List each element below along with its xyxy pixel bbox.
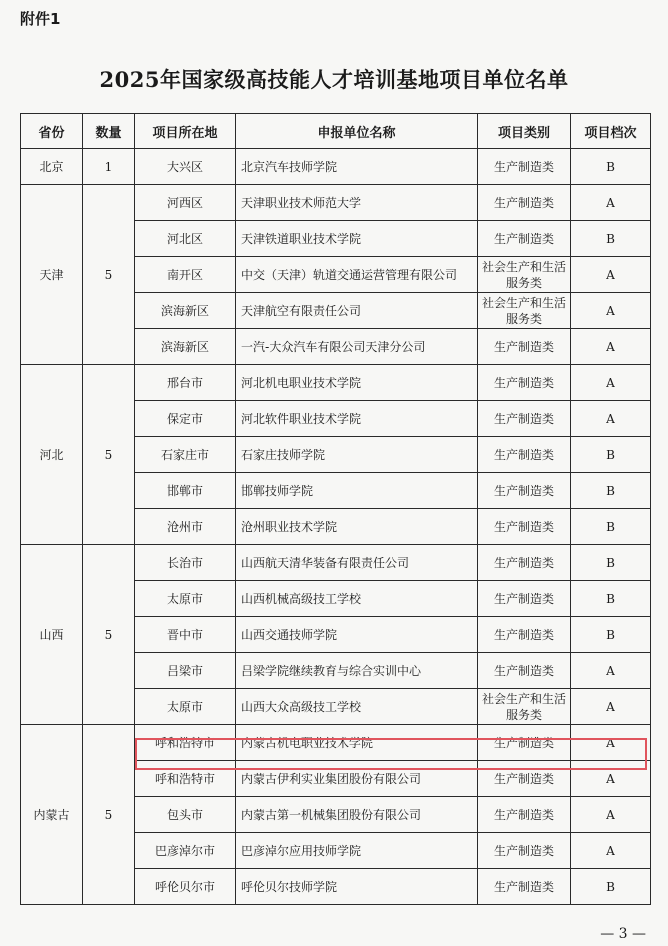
grade-cell: A xyxy=(571,689,651,725)
grade-cell: B xyxy=(571,149,651,185)
unit-name-cell: 内蒙古伊利实业集团股份有限公司 xyxy=(236,761,478,797)
province-cell: 河北 xyxy=(21,365,83,545)
category-cell: 生产制造类 xyxy=(478,401,571,437)
grade-cell: A xyxy=(571,293,651,329)
grade-cell: B xyxy=(571,545,651,581)
category-cell: 社会生产和生活服务类 xyxy=(478,293,571,329)
grade-cell: A xyxy=(571,365,651,401)
unit-name-cell: 沧州职业技术学院 xyxy=(236,509,478,545)
header-unit: 申报单位名称 xyxy=(236,114,478,149)
category-cell: 生产制造类 xyxy=(478,761,571,797)
unit-name-cell: 山西交通技师学院 xyxy=(236,617,478,653)
grade-cell: B xyxy=(571,473,651,509)
count-cell: 5 xyxy=(83,725,135,905)
location-cell: 沧州市 xyxy=(135,509,236,545)
category-cell: 生产制造类 xyxy=(478,653,571,689)
unit-name-cell: 石家庄技师学院 xyxy=(236,437,478,473)
province-cell: 内蒙古 xyxy=(21,725,83,905)
grade-cell: B xyxy=(571,221,651,257)
unit-name-cell: 内蒙古机电职业技术学院 xyxy=(236,725,478,761)
grade-cell: B xyxy=(571,509,651,545)
count-cell: 5 xyxy=(83,185,135,365)
category-cell: 生产制造类 xyxy=(478,437,571,473)
unit-name-cell: 邯郸技师学院 xyxy=(236,473,478,509)
category-cell: 社会生产和生活服务类 xyxy=(478,257,571,293)
grade-cell: A xyxy=(571,329,651,365)
document-title: 2025年国家级高技能人才培训基地项目单位名单 xyxy=(99,67,569,92)
location-cell: 呼和浩特市 xyxy=(135,761,236,797)
unit-name-cell: 呼伦贝尔技师学院 xyxy=(236,869,478,905)
location-cell: 晋中市 xyxy=(135,617,236,653)
unit-name-cell: 中交（天津）轨道交通运营管理有限公司 xyxy=(236,257,478,293)
grade-cell: A xyxy=(571,653,651,689)
grade-cell: A xyxy=(571,257,651,293)
location-cell: 包头市 xyxy=(135,797,236,833)
location-cell: 河北区 xyxy=(135,221,236,257)
unit-name-cell: 天津铁道职业技术学院 xyxy=(236,221,478,257)
location-cell: 河西区 xyxy=(135,185,236,221)
location-cell: 太原市 xyxy=(135,581,236,617)
grade-cell: B xyxy=(571,437,651,473)
category-cell: 生产制造类 xyxy=(478,365,571,401)
location-cell: 邯郸市 xyxy=(135,473,236,509)
count-cell: 5 xyxy=(83,545,135,725)
header-grade: 项目档次 xyxy=(571,114,651,149)
unit-name-cell: 河北机电职业技术学院 xyxy=(236,365,478,401)
unit-name-cell: 一汽-大众汽车有限公司天津分公司 xyxy=(236,329,478,365)
location-cell: 滨海新区 xyxy=(135,293,236,329)
table-row xyxy=(21,725,651,761)
unit-name-cell: 天津航空有限责任公司 xyxy=(236,293,478,329)
table-row xyxy=(21,149,651,185)
location-cell: 大兴区 xyxy=(135,149,236,185)
location-cell: 呼和浩特市 xyxy=(135,725,236,761)
unit-name-cell: 天津职业技术师范大学 xyxy=(236,185,478,221)
grade-cell: B xyxy=(571,869,651,905)
category-cell: 生产制造类 xyxy=(478,473,571,509)
location-cell: 长治市 xyxy=(135,545,236,581)
header-province: 省份 xyxy=(21,114,83,149)
table-row xyxy=(21,365,651,401)
grade-cell: A xyxy=(571,833,651,869)
province-cell: 天津 xyxy=(21,185,83,365)
grade-cell: A xyxy=(571,401,651,437)
location-cell: 巴彦淖尔市 xyxy=(135,833,236,869)
location-cell: 石家庄市 xyxy=(135,437,236,473)
location-cell: 邢台市 xyxy=(135,365,236,401)
grade-cell: B xyxy=(571,581,651,617)
category-cell: 生产制造类 xyxy=(478,797,571,833)
unit-name-cell: 山西航天清华装备有限责任公司 xyxy=(236,545,478,581)
grade-cell: A xyxy=(571,185,651,221)
location-cell: 保定市 xyxy=(135,401,236,437)
header-category: 项目类别 xyxy=(478,114,571,149)
category-cell: 生产制造类 xyxy=(478,833,571,869)
table-row xyxy=(21,185,651,221)
table-row xyxy=(21,545,651,581)
category-cell: 生产制造类 xyxy=(478,221,571,257)
category-cell: 生产制造类 xyxy=(478,185,571,221)
province-cell: 北京 xyxy=(21,149,83,185)
category-cell: 生产制造类 xyxy=(478,329,571,365)
table-body xyxy=(21,149,651,905)
count-cell: 5 xyxy=(83,365,135,545)
category-cell: 生产制造类 xyxy=(478,581,571,617)
unit-name-cell: 北京汽车技师学院 xyxy=(236,149,478,185)
table-header-row xyxy=(21,114,651,149)
location-cell: 呼伦贝尔市 xyxy=(135,869,236,905)
count-cell: 1 xyxy=(83,149,135,185)
category-cell: 生产制造类 xyxy=(478,149,571,185)
grade-cell: A xyxy=(571,761,651,797)
unit-name-cell: 山西大众高级技工学校 xyxy=(236,689,478,725)
unit-name-cell: 内蒙古第一机械集团股份有限公司 xyxy=(236,797,478,833)
attachment-label: 附件1 xyxy=(20,10,61,28)
location-cell: 太原市 xyxy=(135,689,236,725)
page-number: — 3 — xyxy=(600,926,646,942)
grade-cell: B xyxy=(571,617,651,653)
header-count: 数量 xyxy=(83,114,135,149)
location-cell: 滨海新区 xyxy=(135,329,236,365)
header-location: 项目所在地 xyxy=(135,114,236,149)
unit-name-cell: 河北软件职业技术学院 xyxy=(236,401,478,437)
category-cell: 生产制造类 xyxy=(478,869,571,905)
category-cell: 生产制造类 xyxy=(478,509,571,545)
grade-cell: A xyxy=(571,797,651,833)
category-cell: 生产制造类 xyxy=(478,545,571,581)
grade-cell: A xyxy=(571,725,651,761)
category-cell: 生产制造类 xyxy=(478,617,571,653)
unit-name-cell: 巴彦淖尔应用技师学院 xyxy=(236,833,478,869)
location-cell: 吕梁市 xyxy=(135,653,236,689)
category-cell: 社会生产和生活服务类 xyxy=(478,689,571,725)
province-cell: 山西 xyxy=(21,545,83,725)
unit-name-cell: 吕梁学院继续教育与综合实训中心 xyxy=(236,653,478,689)
unit-name-cell: 山西机械高级技工学校 xyxy=(236,581,478,617)
unit-list-table xyxy=(20,113,651,905)
category-cell: 生产制造类 xyxy=(478,725,571,761)
location-cell: 南开区 xyxy=(135,257,236,293)
